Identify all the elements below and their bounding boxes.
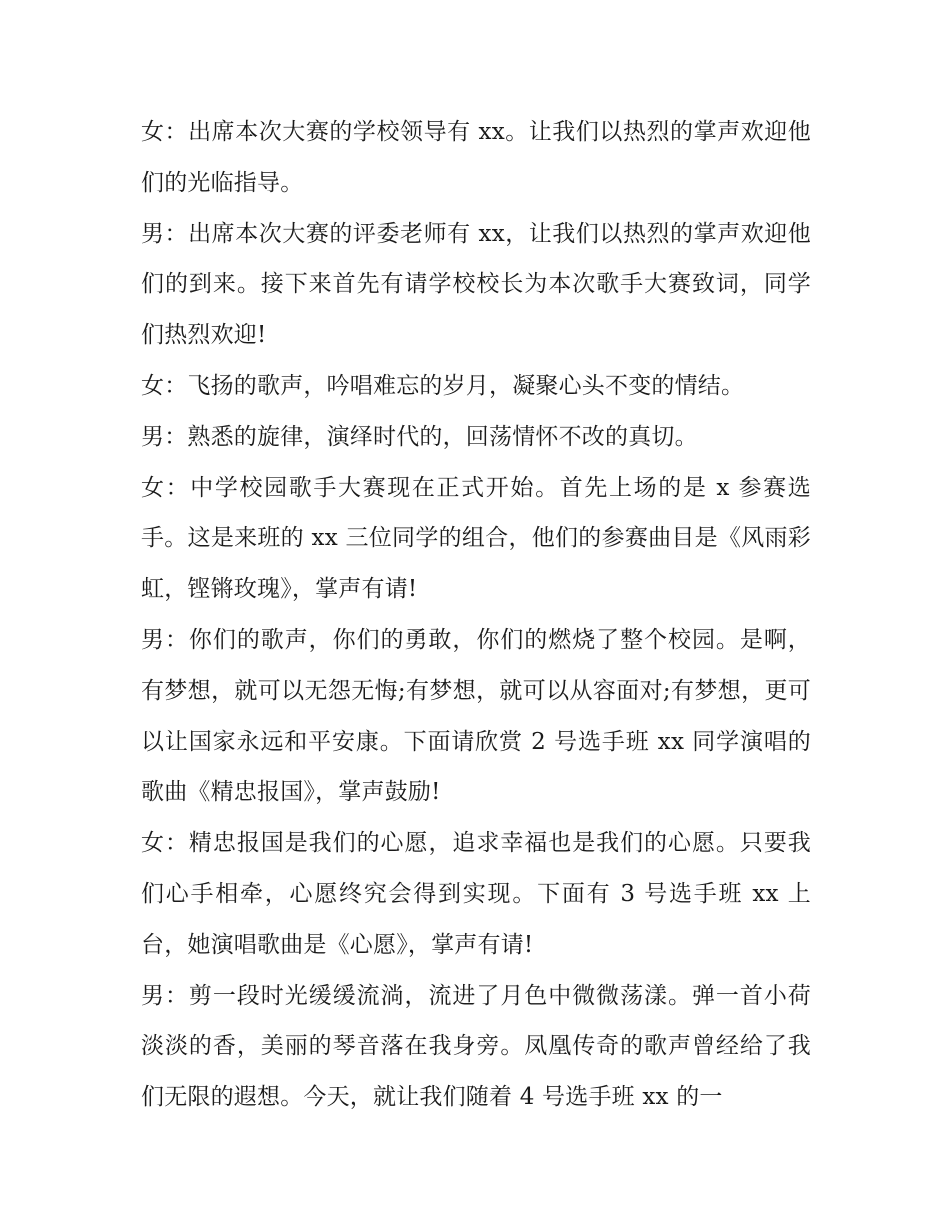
paragraph-male-time: 男：剪一段时光缓缓流淌，流进了月色中微微荡漾。弹一首小荷淡淡的香，美丽的琴音落在我身旁。凤凰传奇的歌声曾经给了我们无限的遐想。今天，就让我们随着 4 号选手班 xx 的一	[141, 982, 811, 1111]
document-body	[141, 107, 811, 1123]
paragraph-male-melody: 男：熟悉的旋律，演绎时代的，回荡情怀不改的真切。	[141, 423, 698, 450]
paragraph-male-judges: 男：出席本次大赛的评委老师有 xx，让我们以热烈的掌声欢迎他们的到来。接下来首先有请学校校长为本次歌手大赛致词，同学们热烈欢迎!	[141, 220, 811, 349]
paragraph-female-start: 女：中学校园歌手大赛现在正式开始。首先上场的是 x 参赛选手。这是来班的 xx 三位同学的组合，他们的参赛曲目是《风雨彩虹，铿锵玫瑰》，掌声有请!	[141, 474, 811, 603]
paragraph-female-song: 女：飞扬的歌声，吟唱难忘的岁月，凝聚心头不变的情结。	[141, 372, 745, 399]
paragraph-female-leaders: 女：出席本次大赛的学校领导有 xx。让我们以热烈的掌声欢迎他们的光临指导。	[141, 119, 811, 196]
paragraph-male-dreams: 男：你们的歌声，你们的勇敢，你们的燃烧了整个校园。是啊，有梦想，就可以无怨无悔;有梦想，就可以从容面对;有梦想，更可以让国家永远和平安康。下面请欣赏 2 号选手班 xx 同学演唱的歌曲《精忠报国》，掌声鼓励!	[141, 626, 811, 806]
paragraph-female-wish: 女：精忠报国是我们的心愿，追求幸福也是我们的心愿。只要我们心手相牵，心愿终究会得到实现。下面有 3 号选手班 xx 上台，她演唱歌曲是《心愿》，掌声有请!	[141, 830, 811, 958]
